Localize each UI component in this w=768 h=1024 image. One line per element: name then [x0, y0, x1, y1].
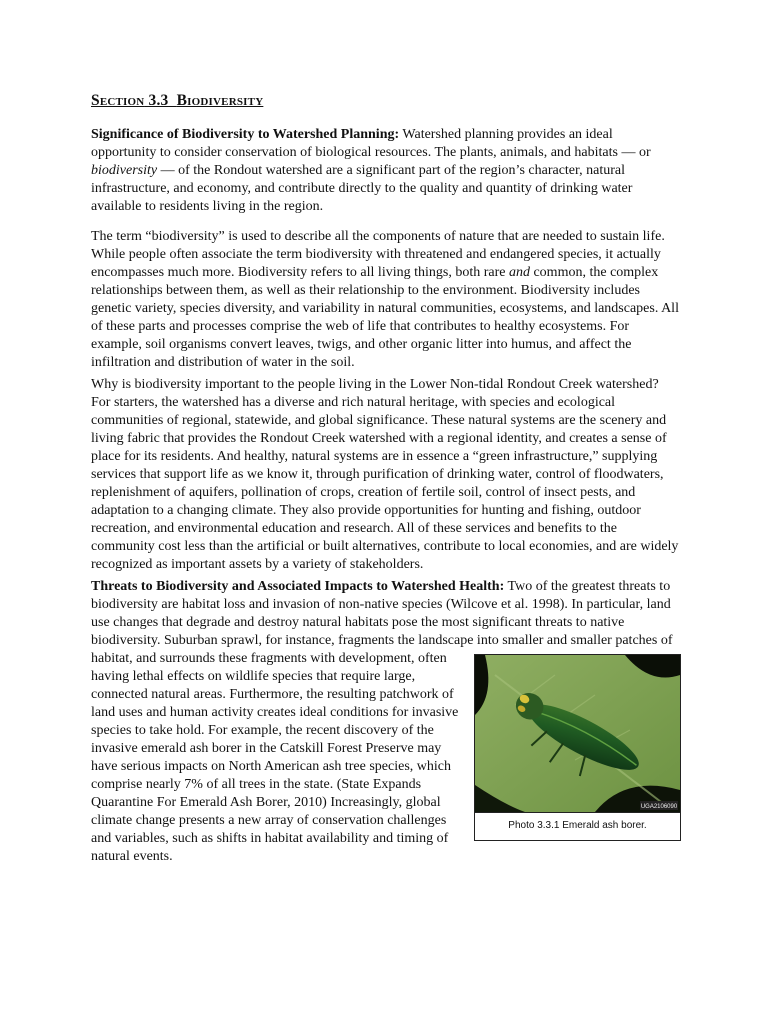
section-word: Section [91, 92, 145, 109]
figure-emerald-ash-borer [474, 654, 681, 841]
section-heading [91, 92, 681, 110]
paragraph-text: — of the Rondout watershed are a significant part of the region’s character, natural infrastructure, and economy, and contribute directly to the quality and quantity of drinking water available to residents living in the region. [91, 163, 633, 214]
figure-caption: Photo 3.3.1 Emerald ash borer. [475, 812, 680, 840]
paragraph-why-important: Why is biodiversity important to the people living in the Lower Non-tidal Rondout Creek watershed? For starters, the watershed has a diverse and rich natural heritage, with species and ecological communities of regional, statewide, and global significance. These natural systems are the scenery and living fabric that provides the Rondout Creek watershed with a regional identity, and creates a sense of place for its residents. And healthy, natural systems are in essence a “green infrastructure,” supplying services that support life as we know it, through purification of drinking water, control of floodwaters, replenishment of aquifers, pollination of crops, creation of fertile soil, control of insect pests, and adaptation to a changing climate. They also provide opportunities for hunting and fishing, outdoor recreation, and environmental education and research. All of these services and benefits to the community cost less than the artificial or built alternatives, contribute to local economies, and are widely recognized as important assets by a variety of stakeholders. [91, 377, 679, 572]
italic-term: and [508, 265, 530, 280]
paragraph-significance [91, 126, 681, 216]
photo-id: UGA2106090 [640, 804, 678, 810]
paragraph-text: Watershed planning provides an ideal opportunity to consider conservation of biological resources. The plants, animals, and habitats — or [91, 127, 651, 160]
emerald-ash-borer-photo [475, 655, 680, 812]
paragraph-text: common, the complex relationships between them, as well as their relationship to the environment. Biodiversity includes genetic variety, species diversity, and variability in natural communities, ecosystems, and landscapes. All of these parts and processes comprise the web of life that contributes to healthy ecosystems. For example, soil organisms convert leaves, twigs, and other organic litter into humus, and affect the infiltration and distribution of water in the soil. [91, 265, 679, 370]
paragraph-text: The term “biodiversity” is used to describe all the components of nature that are needed to sustain life. While people often associate the term biodiversity with threatened and endangered species, it actually encompasses much more. Biodiversity refers to all living things, both rare [91, 229, 665, 280]
paragraph-text: Two of the greatest threats to biodiversity are habitat loss and invasion of non-native species (Wilcove et al. 1998). In particular, land use changes that degrade and destroy natural habitats pose the most significant threats to native biodiversity. Suburban sprawl, for instance, fragments the landscape into smaller and smaller patches of habitat, and surrounds these fragments with development, often [91, 579, 673, 666]
italic-term: biodiversity [91, 163, 158, 178]
document-page [91, 92, 681, 866]
paragraph-term-definition [91, 228, 681, 372]
paragraph-text: having lethal effects on wildlife species that require large, connected natural areas. Furthermore, the resulting patchwork of land uses and human activity creates ideal conditions for invasive species to take hold. For example, the recent discovery of the invasive emerald ash borer in the Catskill Forest Preserve may have serious impacts on North American ash tree species, which comprise nearly 7% of all trees in the state. (State Expands Quarantine For Emerald Ash Borer, 2010) Increasingly, global climate change presents a new array of conservation challenges and variables, such as shifts in habitat availability and timing of natural events. [91, 669, 459, 864]
paragraph-threats [91, 578, 681, 866]
paragraph-lead: Significance of Biodiversity to Watershed Planning: [91, 127, 400, 142]
section-number: 3.3 [148, 92, 169, 109]
section-title: Biodiversity [176, 92, 264, 109]
paragraph-lead: Threats to Biodiversity and Associated Impacts to Watershed Health: [91, 579, 505, 594]
